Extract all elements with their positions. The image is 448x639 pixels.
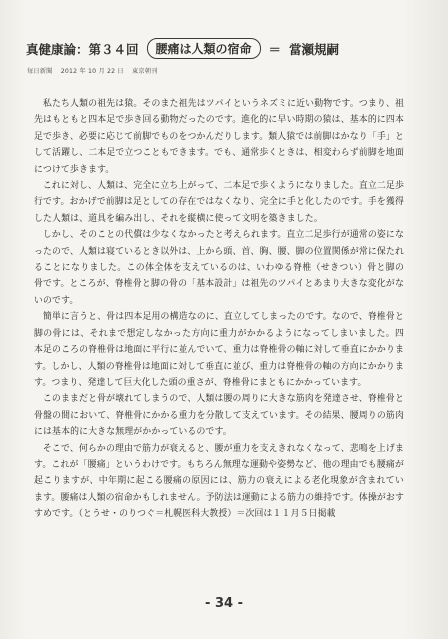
paragraph: しかし、そのことの代償は少なくなかったと考えられます。直立二足歩行が通常の姿になったので、人類は寝ているとき以外は、上から頭、首、胸、腰、脚の位置関係が常に保たれることになりました。この体全体を支えているのは、いわゆる脊椎（せきつい）骨と脚の骨です。ところが、脊椎骨と脚の骨の「基本設計」は祖先のツパイとあまり大きな変化がないのです。	[34, 230, 404, 306]
paragraph: このままだと骨が壊れてしまうので、人類は腰の周りに大きな筋肉を発達させ、脊椎骨と骨盤の間において、脊椎骨にかかる重力を分散して支えています。その結果、腰周りの筋肉には基本的に大きな無理がかかっているのです。	[34, 394, 404, 438]
author-name: 當瀬規嗣	[289, 41, 340, 57]
page-number: - 34 -	[205, 596, 243, 611]
paragraph: 私たち人類の祖先は猿。そのまた祖先はツパイというネズミに近い動物です。つまり、祖先はもともと四本足で歩き回る動物だったのです。進化的に早い時期の猿は、基本的に四本足で歩き、必要に応じて前脚でものをつかんだりします。類人猿では前脚はかなり「手」として活躍し、二本足で立つこともできます。でも、通常歩くときは、相変わらず前脚を地面につけて歩きます。	[34, 99, 404, 175]
paragraph: そこで、何らかの理由で筋力が衰えると、腰が重力を支えきれなくなって、悲鳴を上げます。これが「腰痛」というわけです。もちろん無理な運動や姿勢など、他の理由でも腰痛が起こりますが、中年期に起こる腰痛の原因には、筋力の衰えによる老化現象が含まれています。腰痛は人類の宿命かもしれません。予防法は運動による筋力の維持です。体操がおすすめです。（とうせ・のりつぐ＝札幌医科大教授）＝次回は１１月５日掲載	[34, 443, 404, 520]
equals-sign: ＝	[268, 41, 282, 57]
article-body	[34, 96, 404, 523]
edition-name: 東京朝刊	[132, 68, 158, 75]
paragraph: これに対し、人類は、完全に立ち上がって、二本足で歩くようになりました。直立二足歩行です。おかげで前脚は足としての存在ではなくなり、完全に手と化したのです。手を獲得した人類は、道具を編み出し、それを縦横に使って文明を築きました。	[34, 181, 404, 224]
article-header	[26, 38, 408, 59]
source-name: 毎日新聞	[27, 68, 53, 75]
paragraph: 簡単に言うと、骨は四本足用の構造なのに、直立してしまったのです。なので、脊椎骨と脚の骨には、それまで想定しなかった方向に重力がかかるようになってしまいました。四本足のころの脊椎骨は地面に平行に並んでいて、重力は脊椎骨の軸に対して垂直にかかります。しかし、人類の脊椎骨は地面に対して垂直に並び、重力は脊椎骨の軸の方向にかかります。つまり、発達して巨大化した頭の重さが、脊椎骨にまともにかかっています。	[34, 312, 404, 388]
publication-date: 2012 年 10 月 22 日	[60, 68, 124, 75]
article-title: 腰痛は人類の宿命	[147, 38, 261, 59]
series-title: 真健康論：第３４回	[26, 41, 139, 57]
publication-meta	[27, 66, 164, 75]
